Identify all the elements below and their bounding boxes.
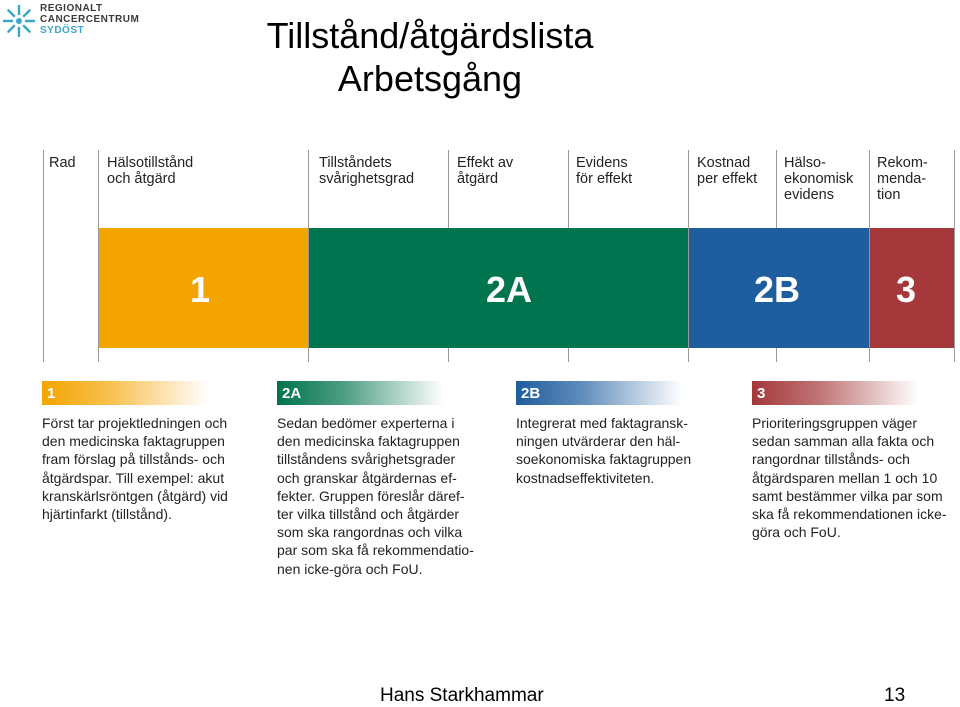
header-svarighetsgrad: Tillståndets svårighetsgrad bbox=[319, 155, 415, 187]
title-line-1: Tillstånd/åtgärdslista bbox=[266, 15, 594, 56]
logo-sun-icon bbox=[2, 4, 36, 38]
page-number: 13 bbox=[884, 685, 906, 706]
header-rekommendation: Rekom- menda- tion bbox=[877, 155, 928, 203]
logo-line-1: REGIONALT bbox=[40, 3, 103, 14]
title-line-2: Arbetsgång bbox=[337, 58, 523, 99]
step-1-text: Först tar projektledningen och den medicinska faktagruppen fram förslag på tillstånds- och åtgärdspar. Till exempel: akut kranskärlsröntgen (åtgärd) vid hjärtinfarkt (tillstånd). bbox=[42, 415, 228, 523]
step-1-header bbox=[42, 381, 208, 405]
logo-line-3: SYDÖST bbox=[40, 25, 85, 36]
step-2b-text: Integrerat med faktagransk- ningen utvärderar den häl- soekonomiska faktagruppen kostnadseffektiviteten. bbox=[516, 415, 692, 486]
step-2b-label: 2B bbox=[521, 385, 541, 402]
step-1-label: 1 bbox=[47, 385, 56, 402]
step-2a-label: 2A bbox=[282, 385, 302, 402]
step-3-header bbox=[752, 381, 918, 405]
band-3-label: 3 bbox=[895, 269, 917, 310]
logo bbox=[2, 2, 140, 42]
header-kostnad: Kostnad per effekt bbox=[697, 155, 758, 187]
page-title bbox=[230, 14, 630, 100]
header-evidens: Evidens för effekt bbox=[576, 155, 633, 187]
step-2b-header bbox=[516, 381, 682, 405]
step-2a-header bbox=[277, 381, 443, 405]
band-1-label: 1 bbox=[189, 269, 211, 310]
footer-author: Hans Starkhammar bbox=[380, 685, 544, 706]
step-3-text: Prioriteringsgruppen väger sedan samman alla fakta och rangordnar tillstånds- och åtgärdsparen mellan 1 och 10 samt bestämmer vilka par som ska få rekommendationen icke- göra och FoU. bbox=[752, 415, 947, 541]
band-2b-label: 2B bbox=[753, 269, 801, 310]
header-rad: Rad bbox=[49, 155, 76, 171]
step-3-label: 3 bbox=[757, 385, 766, 402]
header-halsotillstand: Hälsotillstånd och åtgärd bbox=[107, 155, 194, 187]
step-2a-text: Sedan bedömer experterna i den medicinska faktagruppen tillståndens svårighetsgrader och granskar åtgärdernas ef- fekter. Gruppen föreslår däref- ter vilka tillstånd och åtgärder som ska rangordnas och vilka par som ska få rekommendatio- nen icke-göra och FoU. bbox=[277, 415, 474, 577]
logo-line-2: CANCERCENTRUM bbox=[40, 14, 140, 25]
column-divider bbox=[43, 150, 44, 362]
header-effekt: Effekt av åtgärd bbox=[457, 155, 514, 187]
band-2a-label: 2A bbox=[485, 269, 533, 310]
header-halsoekonomisk: Hälso- ekonomisk evidens bbox=[784, 155, 854, 203]
column-divider bbox=[954, 150, 955, 362]
